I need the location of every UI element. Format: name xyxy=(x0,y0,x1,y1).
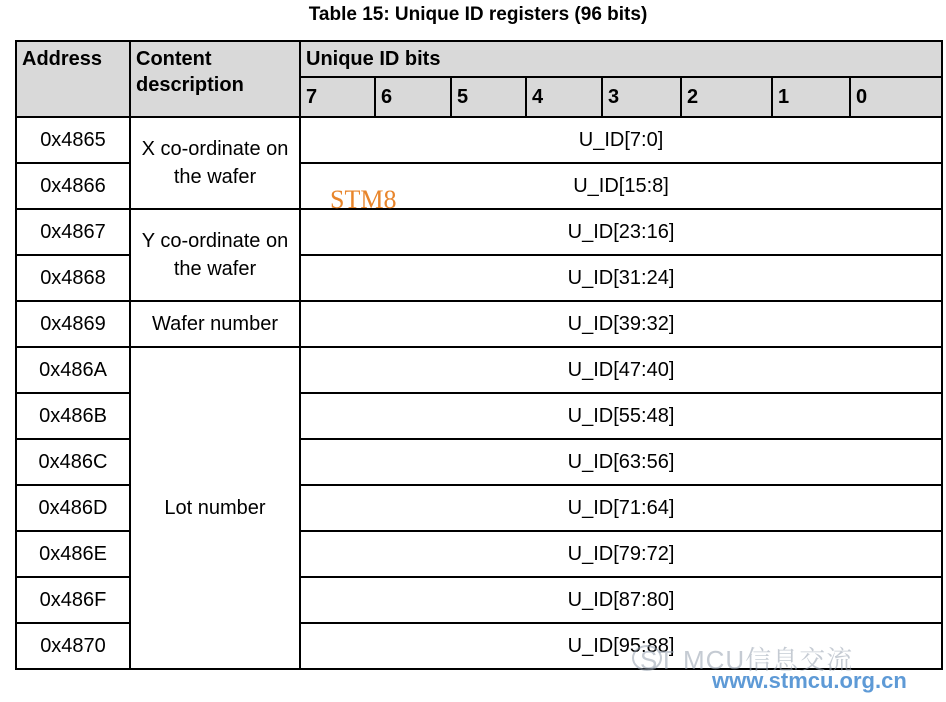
header-bit: 2 xyxy=(681,77,772,117)
header-bit: 7 xyxy=(300,77,375,117)
table-row xyxy=(16,209,942,255)
address-cell: 0x4865 xyxy=(16,117,130,163)
header-bit: 4 xyxy=(526,77,602,117)
address-cell: 0x486B xyxy=(16,393,130,439)
header-bit: 5 xyxy=(451,77,526,117)
address-cell: 0x486A xyxy=(16,347,130,393)
uid-cell: U_ID[23:16] xyxy=(300,209,942,255)
uid-cell: U_ID[47:40] xyxy=(300,347,942,393)
table-row xyxy=(16,117,942,163)
uid-cell: U_ID[71:64] xyxy=(300,485,942,531)
uid-cell: U_ID[79:72] xyxy=(300,531,942,577)
watermark-url: www.stmcu.org.cn xyxy=(712,668,907,693)
header-address: Address xyxy=(16,41,130,117)
header-bit: 3 xyxy=(602,77,681,117)
description-wafer-number: Wafer number xyxy=(130,301,300,347)
uid-cell: U_ID[55:48] xyxy=(300,393,942,439)
stm8-stamp: STM8 xyxy=(330,185,397,214)
header-bit: 0 xyxy=(850,77,942,117)
address-cell: 0x486C xyxy=(16,439,130,485)
description-y-coordinate: Y co-ordinate on the wafer xyxy=(130,209,300,301)
header-bit: 1 xyxy=(772,77,850,117)
uid-cell: U_ID[31:24] xyxy=(300,255,942,301)
uid-cell: U_ID[63:56] xyxy=(300,439,942,485)
watermark-text: ST MCU信息交流 xyxy=(640,645,854,675)
address-cell: 0x4869 xyxy=(16,301,130,347)
header-content-description: Content description xyxy=(130,41,300,117)
header-bit: 6 xyxy=(375,77,451,117)
address-cell: 0x486F xyxy=(16,577,130,623)
header-unique-id-bits: Unique ID bits xyxy=(300,41,942,77)
table-row xyxy=(16,347,942,393)
uid-cell: U_ID[39:32] xyxy=(300,301,942,347)
uid-cell: U_ID[87:80] xyxy=(300,577,942,623)
description-lot-number: Lot number xyxy=(130,347,300,669)
unique-id-table xyxy=(15,40,943,670)
table-title: Table 15: Unique ID registers (96 bits) xyxy=(308,4,648,25)
address-cell: 0x4870 xyxy=(16,623,130,669)
address-cell: 0x4867 xyxy=(16,209,130,255)
address-cell: 0x4866 xyxy=(16,163,130,209)
uid-cell: U_ID[7:0] xyxy=(300,117,942,163)
table-row xyxy=(16,301,942,347)
address-cell: 0x486D xyxy=(16,485,130,531)
uid-cell: U_ID[95:88] xyxy=(300,623,942,669)
uid-cell: U_ID[15:8] xyxy=(300,163,942,209)
description-x-coordinate: X co-ordinate on the wafer xyxy=(130,117,300,209)
address-cell: 0x486E xyxy=(16,531,130,577)
address-cell: 0x4868 xyxy=(16,255,130,301)
